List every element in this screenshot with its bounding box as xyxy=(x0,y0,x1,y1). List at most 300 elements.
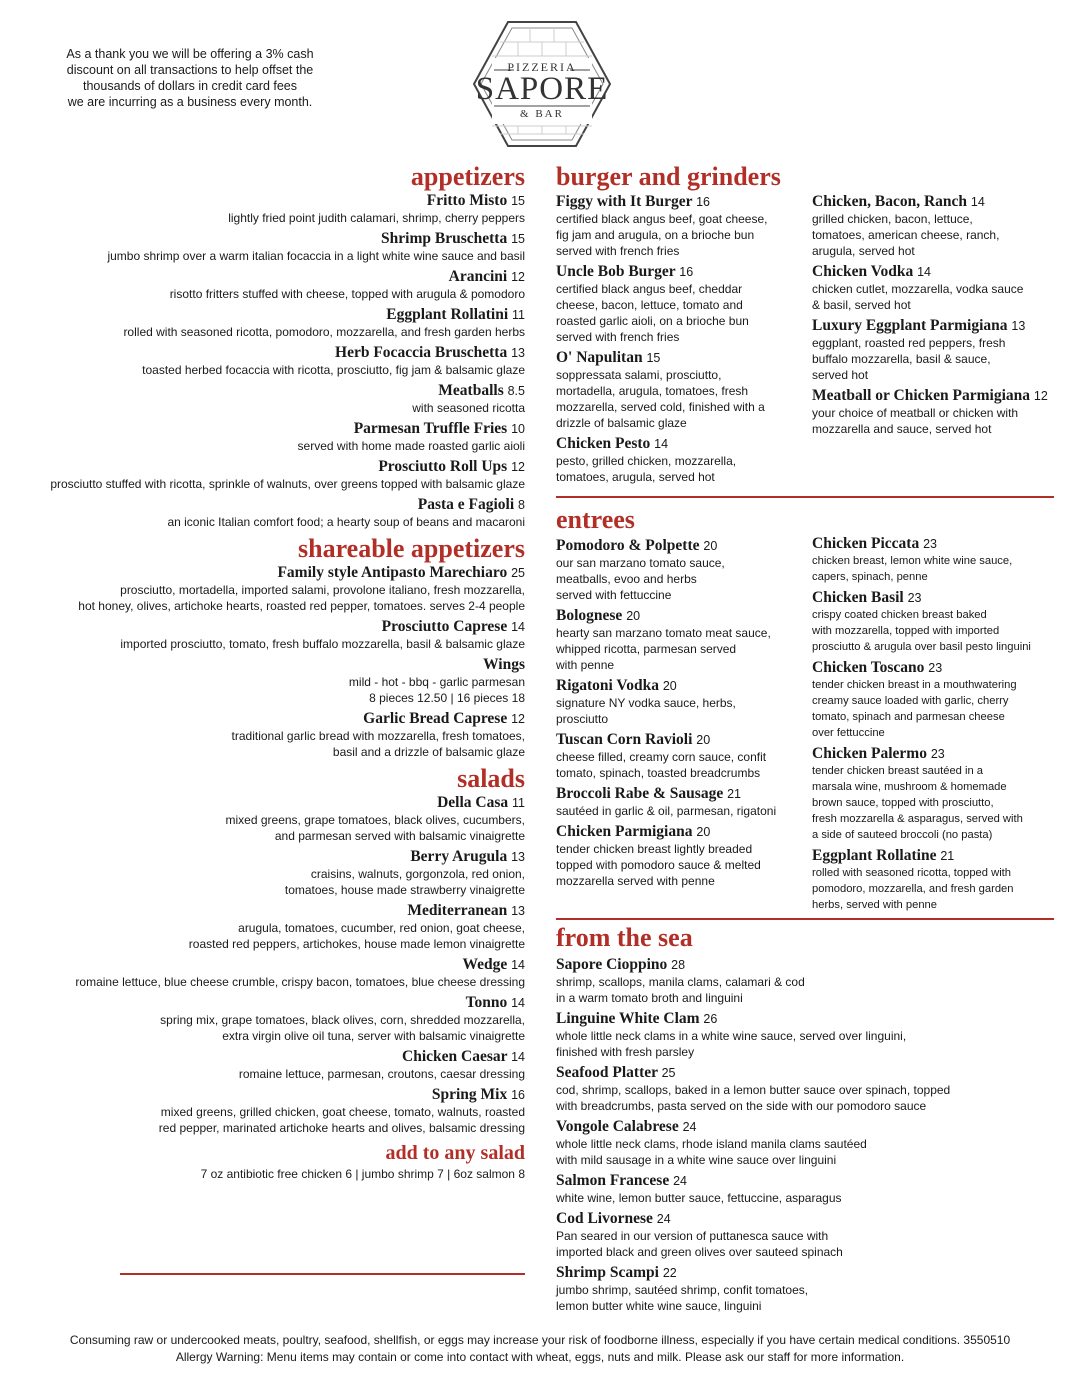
menu-item-price: 12 xyxy=(511,712,525,726)
menu-item-description: chicken cutlet, mozzarella, vodka sauce xyxy=(812,282,1024,296)
menu-item-description: topped with pomodoro sauce & melted xyxy=(556,858,761,872)
menu-item xyxy=(20,420,525,454)
menu-item-description: served with french fries xyxy=(556,330,680,344)
menu-item-title xyxy=(20,192,525,210)
menu-item xyxy=(812,745,1058,843)
menu-item-title xyxy=(20,344,525,362)
cash-discount-notice xyxy=(40,46,340,110)
menu-item xyxy=(20,564,525,614)
menu-item-name: Chicken Toscano xyxy=(812,659,925,676)
menu-item xyxy=(812,847,1058,913)
menu-item-description: romaine lettuce, parmesan, croutons, caesar dressing xyxy=(238,1067,525,1081)
menu-item-title xyxy=(556,537,806,555)
menu-item xyxy=(20,902,525,952)
menu-item xyxy=(556,263,806,345)
shareable-heading: shareable appetizers xyxy=(298,534,525,563)
menu-item-price: 15 xyxy=(511,194,525,208)
menu-item-description: lightly fried point judith calamari, shrimp, cherry peppers xyxy=(228,211,525,225)
left-column xyxy=(20,162,525,1182)
menu-item-price: 13 xyxy=(1011,319,1026,333)
menu-item xyxy=(20,794,525,844)
menu-item xyxy=(556,785,806,819)
menu-item xyxy=(20,230,525,264)
menu-item-description: mozzarella, served cold, finished with a xyxy=(556,400,765,414)
menu-item-description: chicken breast, lemon white wine sauce, xyxy=(812,555,1013,567)
menu-item-name: Bolognese xyxy=(556,607,623,624)
menu-item-description: whipped ricotta, parmesan served xyxy=(556,642,737,656)
menu-item-description: cod, shrimp, scallops, baked in a lemon butter sauce over spinach, topped xyxy=(556,1083,951,1097)
menu-item-description: tomatoes, american cheese, ranch, xyxy=(812,228,1000,242)
menu-item xyxy=(20,268,525,302)
menu-item-name: Sapore Cioppino xyxy=(556,956,668,973)
menu-item-description: crispy coated chicken breast baked xyxy=(812,609,987,621)
menu-item xyxy=(556,677,806,727)
menu-item-price: 14 xyxy=(654,437,669,451)
menu-item-name: Salmon Francese xyxy=(556,1172,670,1189)
menu-item xyxy=(556,1064,1056,1114)
salads-heading: salads xyxy=(457,764,525,793)
menu-item-name: Family style Antipasto Marechiaro xyxy=(277,564,508,581)
burgers-heading: burger and grinders xyxy=(556,162,781,191)
menu-item xyxy=(556,607,806,673)
menu-item-title xyxy=(556,1064,1056,1082)
menu-item-description: mozzarella served with penne xyxy=(556,874,715,888)
menu-item-description: traditional garlic bread with mozzarella, fresh tomatoes, xyxy=(231,729,525,743)
menu-item-description: with penne xyxy=(556,658,615,672)
menu-item-price: 11 xyxy=(512,796,525,810)
appetizers-list xyxy=(20,192,525,530)
menu-item-title xyxy=(556,677,806,695)
menu-item-description: fig jam and arugula, on a brioche bun xyxy=(556,228,755,242)
divider xyxy=(556,918,1054,920)
menu-item-title xyxy=(556,731,806,749)
menu-item-description: your choice of meatball or chicken with xyxy=(812,406,1019,420)
entrees-heading: entrees xyxy=(556,505,635,534)
menu-item-name: Chicken, Bacon, Ranch xyxy=(812,193,968,210)
menu-item-price: 15 xyxy=(646,351,661,365)
menu-item-name: Chicken Parmigiana xyxy=(556,823,693,840)
menu-item-description: rolled with seasoned ricotta, topped with xyxy=(812,867,1012,879)
menu-item-price: 21 xyxy=(727,787,741,801)
salads-list xyxy=(20,794,525,1136)
menu-item-description: toasted herbed focaccia with ricotta, prosciutto, fig jam & balsamic glaze xyxy=(142,363,525,377)
menu-item-title xyxy=(20,656,525,674)
menu-item xyxy=(556,1172,1056,1206)
menu-item-name: Meatball or Chicken Parmigiana xyxy=(812,387,1030,404)
logo-name: SAPORE xyxy=(475,71,609,107)
menu-item-description: sautéed in garlic & oil, parmesan, rigatoni xyxy=(556,804,777,818)
menu-item-description: tomato, spinach and parmesan cheese xyxy=(812,711,1005,723)
menu-item-name: Vongole Calabrese xyxy=(556,1118,679,1135)
menu-item-name: Luxury Eggplant Parmigiana xyxy=(812,317,1008,334)
menu-item-description: tomatoes, arugula, served hot xyxy=(556,470,715,484)
menu-item-title xyxy=(20,382,525,400)
menu-item-price: 20 xyxy=(626,609,641,623)
menu-item-title xyxy=(20,794,525,812)
restaurant-logo xyxy=(470,18,614,150)
menu-item-price: 22 xyxy=(662,1266,677,1280)
menu-item xyxy=(812,263,1058,313)
menu-item-name: Prosciutto Caprese xyxy=(381,618,508,635)
sea-list xyxy=(556,956,1056,1318)
menu-item-title xyxy=(556,956,1056,974)
menu-item-name: Herb Focaccia Bruschetta xyxy=(335,344,508,361)
menu-item-name: Chicken Pesto xyxy=(556,435,651,452)
menu-item-description: basil and a drizzle of balsamic glaze xyxy=(332,745,525,759)
menu-item-title xyxy=(20,1086,525,1104)
menu-item-description: finished with fresh parsley xyxy=(556,1045,695,1059)
menu-item-description: with mozzarella, topped with imported xyxy=(812,625,1000,637)
menu-item-price: 15 xyxy=(511,232,525,246)
menu-item-description: over fettuccine xyxy=(812,727,885,739)
menu-item xyxy=(556,731,806,781)
menu-item-price: 14 xyxy=(917,265,932,279)
menu-item-title xyxy=(20,268,525,286)
menu-item-title xyxy=(556,435,806,453)
menu-item-price: 16 xyxy=(696,195,710,209)
menu-item-title xyxy=(20,420,525,438)
menu-item-price: 13 xyxy=(511,346,525,360)
menu-item-description: roasted red peppers, artichokes, house made lemon vinaigrette xyxy=(188,937,525,951)
menu-item-price: 16 xyxy=(511,1088,525,1102)
menu-item-name: Chicken Basil xyxy=(812,589,904,606)
menu-item-description: spring mix, grape tomatoes, black olives, corn, shredded mozzarella, xyxy=(160,1013,525,1027)
menu-item xyxy=(20,710,525,760)
menu-item-name: Chicken Piccata xyxy=(812,535,920,552)
menu-item-price: 20 xyxy=(662,679,677,693)
sea-heading: from the sea xyxy=(556,923,693,952)
menu-item-name: O' Napulitan xyxy=(556,349,643,366)
menu-item-description: whole little neck clams, rhode island manila clams sautéed xyxy=(556,1137,867,1151)
menu-item-description: fresh mozzarella & asparagus, served with xyxy=(812,813,1023,825)
menu-item-title xyxy=(812,589,1058,607)
menu-item-price: 16 xyxy=(679,265,694,279)
menu-item-description: with seasoned ricotta xyxy=(412,401,525,415)
menu-item-description: 8 pieces 12.50 | 16 pieces 18 xyxy=(369,691,525,705)
menu-item-price: 23 xyxy=(923,537,937,551)
menu-item-name: Della Casa xyxy=(437,794,509,811)
menu-item-description: imported prosciutto, tomato, fresh buffalo mozzarella, basil & balsamic glaze xyxy=(120,637,525,651)
entrees-column-2 xyxy=(812,535,1058,917)
menu-item-title xyxy=(556,349,806,367)
menu-item-title xyxy=(556,1210,1056,1228)
menu-item-title xyxy=(812,847,1058,865)
menu-item xyxy=(20,656,525,706)
menu-item-description: an iconic Italian comfort food; a hearty soup of beans and macaroni xyxy=(167,515,525,529)
menu-item-price: 26 xyxy=(703,1012,718,1026)
menu-item-description: Pan seared in our version of puttanesca sauce with xyxy=(556,1229,829,1243)
menu-item-price: 12 xyxy=(511,270,525,284)
menu-item-description: risotto fritters stuffed with cheese, topped with arugula & pomodoro xyxy=(169,287,525,301)
menu-item xyxy=(812,659,1058,741)
menu-item-name: Wedge xyxy=(462,956,508,973)
menu-item xyxy=(556,193,806,259)
menu-item-price: 23 xyxy=(930,747,945,761)
menu-item-price: 12 xyxy=(1033,389,1048,403)
menu-item-price: 11 xyxy=(512,308,525,322)
menu-item-description: rolled with seasoned ricotta, pomodoro, mozzarella, and fresh garden herbs xyxy=(123,325,525,339)
shareable-list xyxy=(20,564,525,760)
menu-item-name: Chicken Palermo xyxy=(812,745,927,762)
menu-item-description: craisins, walnuts, gorgonzola, red onion, xyxy=(310,867,525,881)
menu-item-title xyxy=(20,458,525,476)
menu-item-description: served with french fries xyxy=(556,244,680,258)
menu-item-title xyxy=(20,564,525,582)
menu-item xyxy=(812,535,1058,585)
menu-item-description: meatballs, evoo and herbs xyxy=(556,572,697,586)
menu-item-description: served with fettuccine xyxy=(556,588,672,602)
menu-item-description: tender chicken breast in a mouthwatering xyxy=(812,679,1017,691)
menu-item-name: Shrimp Scampi xyxy=(556,1264,659,1281)
menu-item-description: a side of sauteed broccoli (no pasta) xyxy=(812,829,993,841)
menu-item-title xyxy=(20,994,525,1012)
menu-item xyxy=(556,823,806,889)
menu-item xyxy=(812,193,1058,259)
menu-item-name: Uncle Bob Burger xyxy=(556,263,676,280)
menu-item-name: Eggplant Rollatine xyxy=(812,847,937,864)
menu-item-description: served with home made roasted garlic aioli xyxy=(297,439,525,453)
menu-item-title xyxy=(812,745,1058,763)
menu-item xyxy=(812,387,1058,437)
menu-item-price: 8.5 xyxy=(507,384,525,398)
menu-item-description: tomato, spinach, toasted breadcrumbs xyxy=(556,766,761,780)
menu-item-description: hot honey, olives, artichoke hearts, roasted red pepper, tomatoes. serves 2-4 people xyxy=(78,599,525,613)
menu-item-name: Cod Livornese xyxy=(556,1210,653,1227)
menu-item-title xyxy=(812,317,1058,335)
menu-item-name: Garlic Bread Caprese xyxy=(363,710,508,727)
menu-item-price: 24 xyxy=(682,1120,697,1134)
menu-item-price: 23 xyxy=(928,661,943,675)
menu-item-description: hearty san marzano tomato meat sauce, xyxy=(556,626,771,640)
menu-item-title xyxy=(556,785,806,803)
menu-item-name: Pasta e Fagioli xyxy=(417,496,515,513)
menu-item xyxy=(20,1048,525,1082)
menu-item-name: Linguine White Clam xyxy=(556,1010,700,1027)
menu-item-price: 14 xyxy=(511,996,525,1010)
menu-item-price: 12 xyxy=(511,460,525,474)
menu-item-name: Figgy with It Burger xyxy=(556,193,693,210)
menu-item-name: Rigatoni Vodka xyxy=(556,677,659,694)
menu-item xyxy=(812,589,1058,655)
menu-item-description: jumbo shrimp over a warm italian focaccia in a light white wine sauce and basil xyxy=(107,249,525,263)
menu-item-title xyxy=(812,659,1058,677)
menu-item-price: 14 xyxy=(511,620,525,634)
menu-item xyxy=(556,956,1056,1006)
menu-item-price: 25 xyxy=(661,1066,676,1080)
menu-item xyxy=(812,317,1058,383)
menu-item-description: creamy sauce loaded with garlic, cherry xyxy=(812,695,1009,707)
menu-item-name: Chicken Caesar xyxy=(402,1048,508,1065)
menu-item-description: & basil, served hot xyxy=(812,298,911,312)
menu-item-name: Meatballs xyxy=(438,382,504,399)
menu-item-price: 20 xyxy=(703,539,718,553)
add-to-salad-text: 7 oz antibiotic free chicken 6 | jumbo shrimp 7 | 6oz salmon 8 xyxy=(200,1167,525,1181)
menu-item-title xyxy=(556,1264,1056,1282)
menu-item xyxy=(556,1118,1056,1168)
menu-item-title xyxy=(20,710,525,728)
notice-line: discount on all transactions to help offset the xyxy=(66,63,314,77)
menu-item-description: grilled chicken, bacon, lettuce, xyxy=(812,212,973,226)
menu-item-price: 14 xyxy=(970,195,985,209)
menu-item-description: whole little neck clams in a white wine sauce, served over linguini, xyxy=(556,1029,907,1043)
menu-item-title xyxy=(556,1010,1056,1028)
notice-line: As a thank you we will be offering a 3% cash xyxy=(66,47,314,61)
divider xyxy=(556,496,1054,498)
menu-item-description: signature NY vodka sauce, herbs, xyxy=(556,696,736,710)
menu-item-price: 20 xyxy=(696,825,711,839)
menu-item-description: our san marzano tomato sauce, xyxy=(556,556,725,570)
menu-item-title xyxy=(556,193,806,211)
menu-item xyxy=(20,458,525,492)
menu-item-name: Prosciutto Roll Ups xyxy=(378,458,508,475)
menu-item-name: Tuscan Corn Ravioli xyxy=(556,731,693,748)
menu-item-price: 21 xyxy=(940,849,955,863)
menu-item-description: certified black angus beef, cheddar xyxy=(556,282,743,296)
menu-item-description: cheese, bacon, lettuce, tomato and xyxy=(556,298,743,312)
menu-item-name: Wings xyxy=(483,656,525,673)
menu-item xyxy=(20,496,525,530)
menu-item-description: prosciutto xyxy=(556,712,609,726)
menu-item-price: 8 xyxy=(518,498,525,512)
menu-item-description: tomatoes, house made strawberry vinaigrette xyxy=(284,883,525,897)
menu-item xyxy=(20,192,525,226)
menu-item-title xyxy=(20,902,525,920)
menu-item-description: with breadcrumbs, pasta served on the side with our pomodoro sauce xyxy=(556,1099,927,1113)
menu-item xyxy=(20,994,525,1044)
menu-item-title xyxy=(556,263,806,281)
menu-item xyxy=(556,1210,1056,1260)
menu-item-description: soppressata salami, prosciutto, xyxy=(556,368,722,382)
menu-item-description: shrimp, scallops, manila clams, calamari & cod xyxy=(556,975,805,989)
menu-item-description: romaine lettuce, blue cheese crumble, crispy bacon, tomatoes, blue cheese dressing xyxy=(75,975,525,989)
menu-item-description: white wine, lemon butter sauce, fettuccine, asparagus xyxy=(556,1191,842,1205)
menu-item-title xyxy=(20,618,525,636)
menu-item-name: Spring Mix xyxy=(431,1086,508,1103)
menu-item-name: Mediterranean xyxy=(407,902,508,919)
menu-item-name: Shrimp Bruschetta xyxy=(381,230,508,247)
notice-line: thousands of dollars in credit card fees xyxy=(82,79,297,93)
menu-item-description: red pepper, marinated artichoke hearts and olives, balsamic dressing xyxy=(158,1121,525,1135)
menu-item-title xyxy=(812,193,1058,211)
burgers-column-2 xyxy=(812,193,1058,441)
menu-item-description: herbs, served with penne xyxy=(812,899,938,911)
menu-item-price: 14 xyxy=(511,1050,525,1064)
menu-item-title xyxy=(812,387,1058,405)
menu-item-description: mixed greens, grilled chicken, goat cheese, tomato, walnuts, roasted xyxy=(160,1105,525,1119)
menu-item xyxy=(20,956,525,990)
appetizers-heading: appetizers xyxy=(410,162,525,191)
menu-item-title xyxy=(20,230,525,248)
menu-item-description: pomodoro, mozzarella, and fresh garden xyxy=(812,883,1014,895)
menu-item-description: buffalo mozzarella, basil & sauce, xyxy=(812,352,991,366)
menu-item xyxy=(556,537,806,603)
divider xyxy=(120,1273,525,1275)
entrees-column-1 xyxy=(556,537,806,893)
menu-item-price: 10 xyxy=(511,422,525,436)
logo-top-text: PIZZERIA xyxy=(507,60,577,74)
menu-item-description: certified black angus beef, goat cheese, xyxy=(556,212,768,226)
menu-item-description: prosciutto & arugula over basil pesto linguini xyxy=(812,641,1031,653)
menu-item-description: prosciutto stuffed with ricotta, sprinkle of walnuts, over greens topped with balsamic glaze xyxy=(50,477,525,491)
menu-item-name: Chicken Vodka xyxy=(812,263,914,280)
menu-item-title xyxy=(556,607,806,625)
menu-item-description: with mild sausage in a white wine sauce over linguini xyxy=(556,1153,837,1167)
menu-item-price: 24 xyxy=(673,1174,688,1188)
menu-item-price: 23 xyxy=(907,591,922,605)
menu-item-description: imported black and green olives over sauteed spinach xyxy=(556,1245,843,1259)
menu-item-description: and parmesan served with balsamic vinaigrette xyxy=(274,829,525,843)
menu-item-title xyxy=(20,848,525,866)
menu-item-description: pesto, grilled chicken, mozzarella, xyxy=(556,454,737,468)
menu-item-description: mortadella, arugula, tomatoes, fresh xyxy=(556,384,749,398)
menu-item-price: 13 xyxy=(511,904,525,918)
menu-item-description: mild - hot - bbq - garlic parmesan xyxy=(348,675,525,689)
menu-item-price: 28 xyxy=(671,958,686,972)
burgers-column-1 xyxy=(556,193,806,489)
menu-item-title xyxy=(20,956,525,974)
menu-item-description: served hot xyxy=(812,368,869,382)
menu-item xyxy=(556,349,806,431)
menu-item-description: lemon butter white wine sauce, linguini xyxy=(556,1299,762,1313)
logo-bottom-text: & BAR xyxy=(520,108,564,120)
menu-item-description: tender chicken breast sautéed in a xyxy=(812,765,984,777)
menu-item-description: cheese filled, creamy corn sauce, confit xyxy=(556,750,767,764)
menu-item-description: jumbo shrimp, sautéed shrimp, confit tomatoes, xyxy=(556,1283,809,1297)
menu-item-name: Eggplant Rollatini xyxy=(386,306,509,323)
menu-item-name: Seafood Platter xyxy=(556,1064,658,1081)
menu-item-price: 24 xyxy=(656,1212,671,1226)
menu-item xyxy=(556,1264,1056,1314)
menu-item-description: marsala wine, mushroom & homemade xyxy=(812,781,1007,793)
menu-item-description: mozzarella and sauce, served hot xyxy=(812,422,992,436)
menu-item-title xyxy=(20,1048,525,1066)
notice-line: we are incurring as a business every month. xyxy=(67,95,313,109)
menu-item-title xyxy=(20,306,525,324)
menu-item-title xyxy=(812,535,1058,553)
menu-item-description: mixed greens, grape tomatoes, black olives, cucumbers, xyxy=(225,813,525,827)
menu-item-description: capers, spinach, penne xyxy=(812,571,928,583)
food-safety-notice: Consuming raw or undercooked meats, poultry, seafood, shellfish, or eggs may increase your risk of foodborne illness, especially if you have certain medical conditions. 3550510 xyxy=(69,1333,1011,1347)
menu-item-name: Pomodoro & Polpette xyxy=(556,537,700,554)
menu-item-price: 13 xyxy=(511,850,525,864)
allergy-warning: Allergy Warning: Menu items may contain or come into contact with wheat, eggs, nuts and milk. Please ask our staff for more information. xyxy=(175,1350,905,1364)
menu-item-title xyxy=(556,1118,1056,1136)
menu-item xyxy=(20,848,525,898)
menu-item-title xyxy=(556,1172,1056,1190)
menu-item-description: tender chicken breast lightly breaded xyxy=(556,842,753,856)
menu-item xyxy=(556,435,806,485)
menu-item-description: drizzle of balsamic glaze xyxy=(556,416,687,430)
menu-item-description: arugula, served hot xyxy=(812,244,915,258)
menu-item xyxy=(20,344,525,378)
menu-item-description: arugula, tomatoes, cucumber, red onion, goat cheese, xyxy=(238,921,525,935)
menu-item-description: roasted garlic aioli, on a brioche bun xyxy=(556,314,749,328)
menu-item-description: in a warm tomato broth and linguini xyxy=(556,991,743,1005)
menu-item-name: Parmesan Truffle Fries xyxy=(353,420,508,437)
menu-item-title xyxy=(812,263,1058,281)
menu-item-name: Broccoli Rabe & Sausage xyxy=(556,785,724,802)
menu-item xyxy=(556,1010,1056,1060)
menu-item-price: 25 xyxy=(511,566,525,580)
menu-item xyxy=(20,382,525,416)
menu-item-name: Tonno xyxy=(465,994,508,1011)
add-to-salad-heading: add to any salad xyxy=(385,1142,525,1164)
menu-item-price: 14 xyxy=(511,958,525,972)
menu-item-title xyxy=(20,496,525,514)
menu-item xyxy=(20,618,525,652)
menu-item-price: 20 xyxy=(696,733,711,747)
menu-item-name: Berry Arugula xyxy=(410,848,508,865)
